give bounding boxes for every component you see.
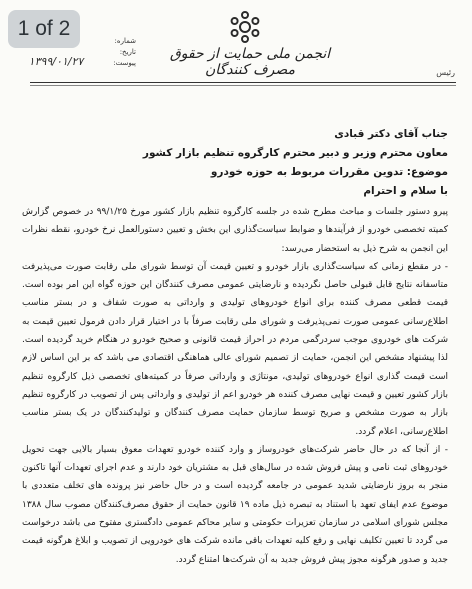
rais-label: رئیس	[436, 68, 455, 77]
body-paragraph-pricing: - در مقطع زمانی که سیاست‌گذاری بازار خودرو و تعیین قیمت آن توسط شورای ملی رقابت صورت می‌پذیرفت متاسفانه نتایج قابل قبولی حاصل نگردیده و نارضایتی عمومی مصرف کنندگان این حوزه گواه این امر بوده است. قیمت قطعی مصرف کننده برای انواع خودروهای تولیدی و وارداتی به صورت شفاف و در بستر مناسب اطلاع‌رسانی عمومی صورت نمی‌پذیرفت و شورای ملی رقابت صرفاً با در اختیار قرار دادن فرمول تعیین قیمت به شرکت های خودروی موجب سردرگمی مردم در احراز قیمت قانونی و صحیح خودرو در هنگام خرید گردیده است. لذا پیشنهاد مشخص این انجمن، حمایت از تصمیم شورای عالی هماهنگی اقتصادی می باشد که بر این اساس لازم است قیمت گذاری انواع خودروهای تولیدی، مونتاژی و وارداتی صرفاً در کمیته‌های تخصصی ذیل کارگروه تنظیم بازار کشور تعیین و قیمت نهایی مصرف کننده هر خودرو اعم از تولیدی و وارداتی پس از تصویب در کارگروه تنظیم بازار به صورت مشخص و صریح توسط سازمان حمایت مصرف کنندگان و تولیدکنندگان در یک بستر مناسب اطلاع‌رسانی، اعلام گردد.	[22, 261, 448, 437]
addressee-block	[28, 125, 448, 201]
meta-attachment-label: پیوست:	[113, 59, 136, 67]
header-divider-secondary	[30, 85, 456, 86]
organization-name: انجمن ملی حمایت از حقوق مصرف کنندگان	[169, 46, 331, 78]
organization-logo-icon	[228, 10, 262, 44]
letter-greeting: با سلام و احترام	[363, 185, 448, 197]
addressee-name: جناب آقای دکتر قبادی	[334, 128, 448, 140]
letter-subject: موضوع: تدوین مقررات مربوط به حوزه خودرو	[210, 166, 448, 178]
meta-number-label: شماره:	[114, 37, 136, 45]
body-paragraph-intro: پیرو دستور جلسات و مباحث مطرح شده در جلسه کارگروه تنظیم بازار کشور مورخ ۹۹/۱/۲۵ در خصوص گزارش کمیته تخصصی خودرو از فرآیندها و ضوابط سیاست‌گذاری این بخش و تعیین دستورالعمل نرخ خودرو، نقطه نظرات این انجمن به شرح ذیل به استحضار می‌رسد:	[22, 207, 448, 254]
page-counter-badge: 1 of 2	[8, 10, 80, 48]
letter-body	[22, 203, 448, 569]
letter-date: ۱۳۹۹/۰۱/۲۷	[28, 55, 84, 68]
addressee-title: معاون محترم وزیر و دبیر محترم کارگروه تنظیم بازار کشور	[142, 147, 448, 159]
body-paragraph-obligations: - از آنجا که در حال حاضر شرکت‌های خودروساز و وارد کننده خودرو تعهدات معوق بسیار بالایی جهت تحویل خودروهای ثبت نامی و پیش فروش شده در سال‌های قبل به مشتریان خود دارند و عدم اجرای تعهدات آنها تاکنون منجر به بروز نارضایتی شدید عمومی در جامعه گردیده است و در حال حاضر نیز پرونده های تخلف متعددی با موضوع عدم ایفای تعهد با استناد به تبصره ذیل ماده ۱۹ قانون حمایت از حقوق مصرف‌کنندگان مصوب سال ۱۳۸۸ مجلس شورای اسلامی در سازمان تعزیرات حکومتی و سایر محاکم عمومی دادگستری مفتوح می باشد درخواست می گردد تا تعیین تکلیف نهایی و رفع کلیه تعهدات باقی مانده شرکت های خودرویی از تصویب و ابلاغ هرگونه قیمت جدید و صدور هرگونه مجوز پیش فروش جدید به آن شرکت‌ها امتناع گردد.	[22, 444, 449, 565]
meta-date-label: تاریخ:	[119, 48, 136, 56]
header-divider	[30, 82, 456, 83]
